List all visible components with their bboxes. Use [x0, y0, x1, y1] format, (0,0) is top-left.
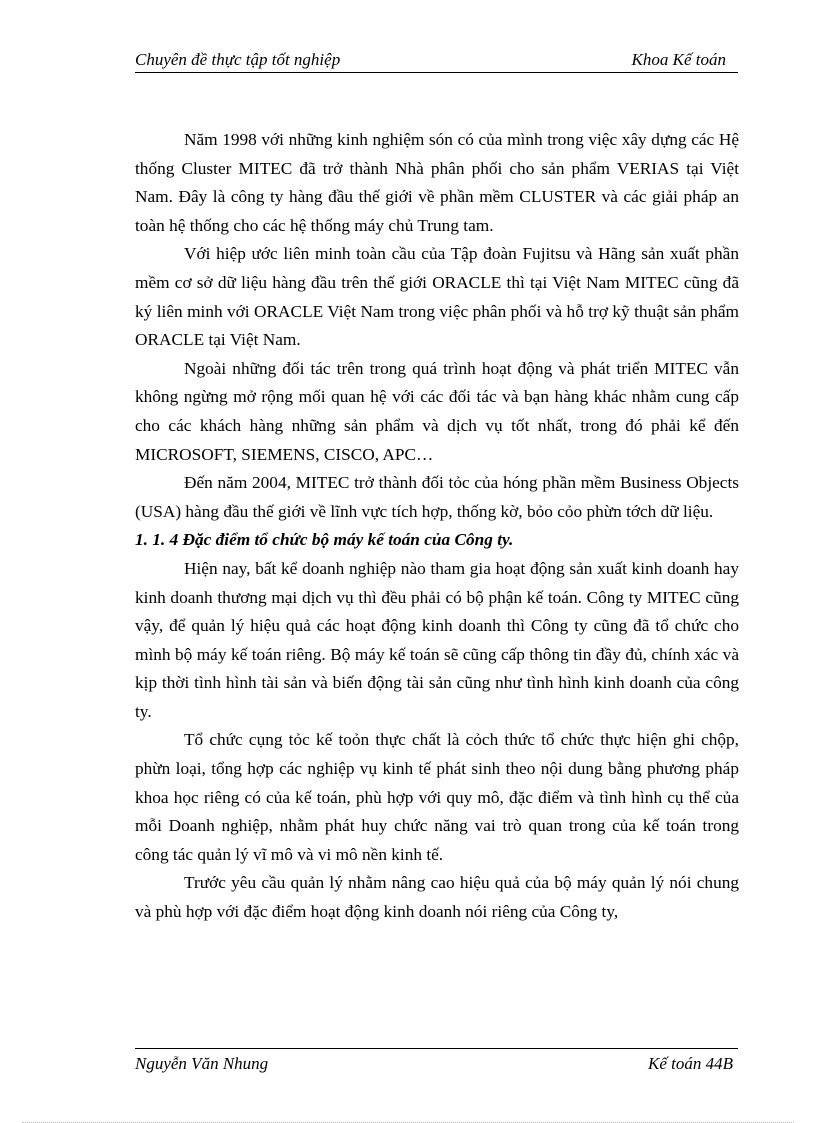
paragraph-oracle-alliance: Với hiệp ước liên minh toàn cầu của Tập đoàn Fujitsu và Hãng sản xuất phần mềm cơ sở dữ liệu hàng đầu trên thế giới ORACLE thì tại Việt Nam MITEC cũng đã ký liên minh với ORACLE Việt Nam trong việc phân phối và hỗ trợ kỹ thuật sản phẩm ORACLE tại Việt Nam.	[135, 244, 739, 350]
paragraph-business-objects: Đến năm 2004, MITEC trở thành đối tỏc của hóng phần mềm Business Objects (USA) hàng đầu thế giới về lĩnh vực tích hợp, thống kờ, bỏo cỏo phừn tớch dữ liệu.	[135, 473, 739, 521]
footer-class: Kế toán 44B	[648, 1054, 733, 1073]
header-department: Khoa Kế toán	[631, 50, 726, 69]
footer-author: Nguyễn Văn Nhung	[135, 1054, 269, 1073]
page-body	[135, 126, 739, 927]
page-footer	[135, 1048, 738, 1073]
paragraph-accounting-organization: Tổ chức cụng tỏc kế toỏn thực chất là cỏch thức tổ chức thực hiện ghi chộp, phừn loại, tổng hợp các nghiệp vụ kinh tế phát sinh theo nội dung bằng phương pháp khoa học riêng có của kế toán, phù hợp với quy mô, đặc điểm và tình hình cụ thể của mỗi Doanh nghiệp, nhằm phát huy chức năng vai trò quan trong của kế toán trong công tác quản lý vĩ mô và vi mô nền kinh tế.	[135, 730, 739, 864]
paragraph-mitec-cluster: Năm 1998 với những kinh nghiệm són có của mình trong việc xây dựng các Hệ thống Cluster MITEC đã trở thành Nhà phân phối cho sản phẩm VERIAS tại Việt Nam. Đây là công ty hàng đầu thế giới về phần mềm CLUSTER và các giải pháp an toàn hệ thống cho các hệ thống máy chủ Trung tam.	[135, 130, 739, 235]
section-heading: 1. 1. 4 Đặc điểm tổ chức bộ máy kế toán của Công ty.	[135, 530, 514, 550]
page-header	[135, 48, 738, 73]
paragraph-management-requirements: Trước yêu cầu quản lý nhằm nâng cao hiệu quả của bộ máy quản lý nói chung và phù hợp với đặc điểm hoạt động kinh doanh nói riêng của Công ty,	[135, 873, 739, 922]
paragraph-partners: Ngoài những đối tác trên trong quá trình hoạt động và phát triển MITEC vẫn không ngừng mở rộng mối quan hệ với các đối tác và bạn hàng khác nhằm cung cấp cho các khách hàng những sản phẩm và dịch vụ tốt nhất, trong đó phải kể đến MICROSOFT, SIEMENS, CISCO, APC…	[135, 358, 739, 464]
paragraph-accounting-overview: Hiện nay, bất kể doanh nghiệp nào tham gia hoạt động sản xuất kinh doanh hay kinh doanh thương mại dịch vụ thì đều phải có bộ phận kế toán. Công ty MITEC cũng vậy, để quản lý hiệu quả các hoạt động kinh doanh thì Công ty cũng đã tổ chức cho mình bộ máy kế toán riêng. Bộ máy kế toán sẽ cũng cấp thông tin đầy đủ, chính xác và kịp thời tình hình tài sản và biến động tài sản cũng như tình hình kinh doanh của công ty.	[135, 558, 739, 721]
header-document-title: Chuyên đề thực tập tốt nghiệp	[135, 50, 341, 69]
